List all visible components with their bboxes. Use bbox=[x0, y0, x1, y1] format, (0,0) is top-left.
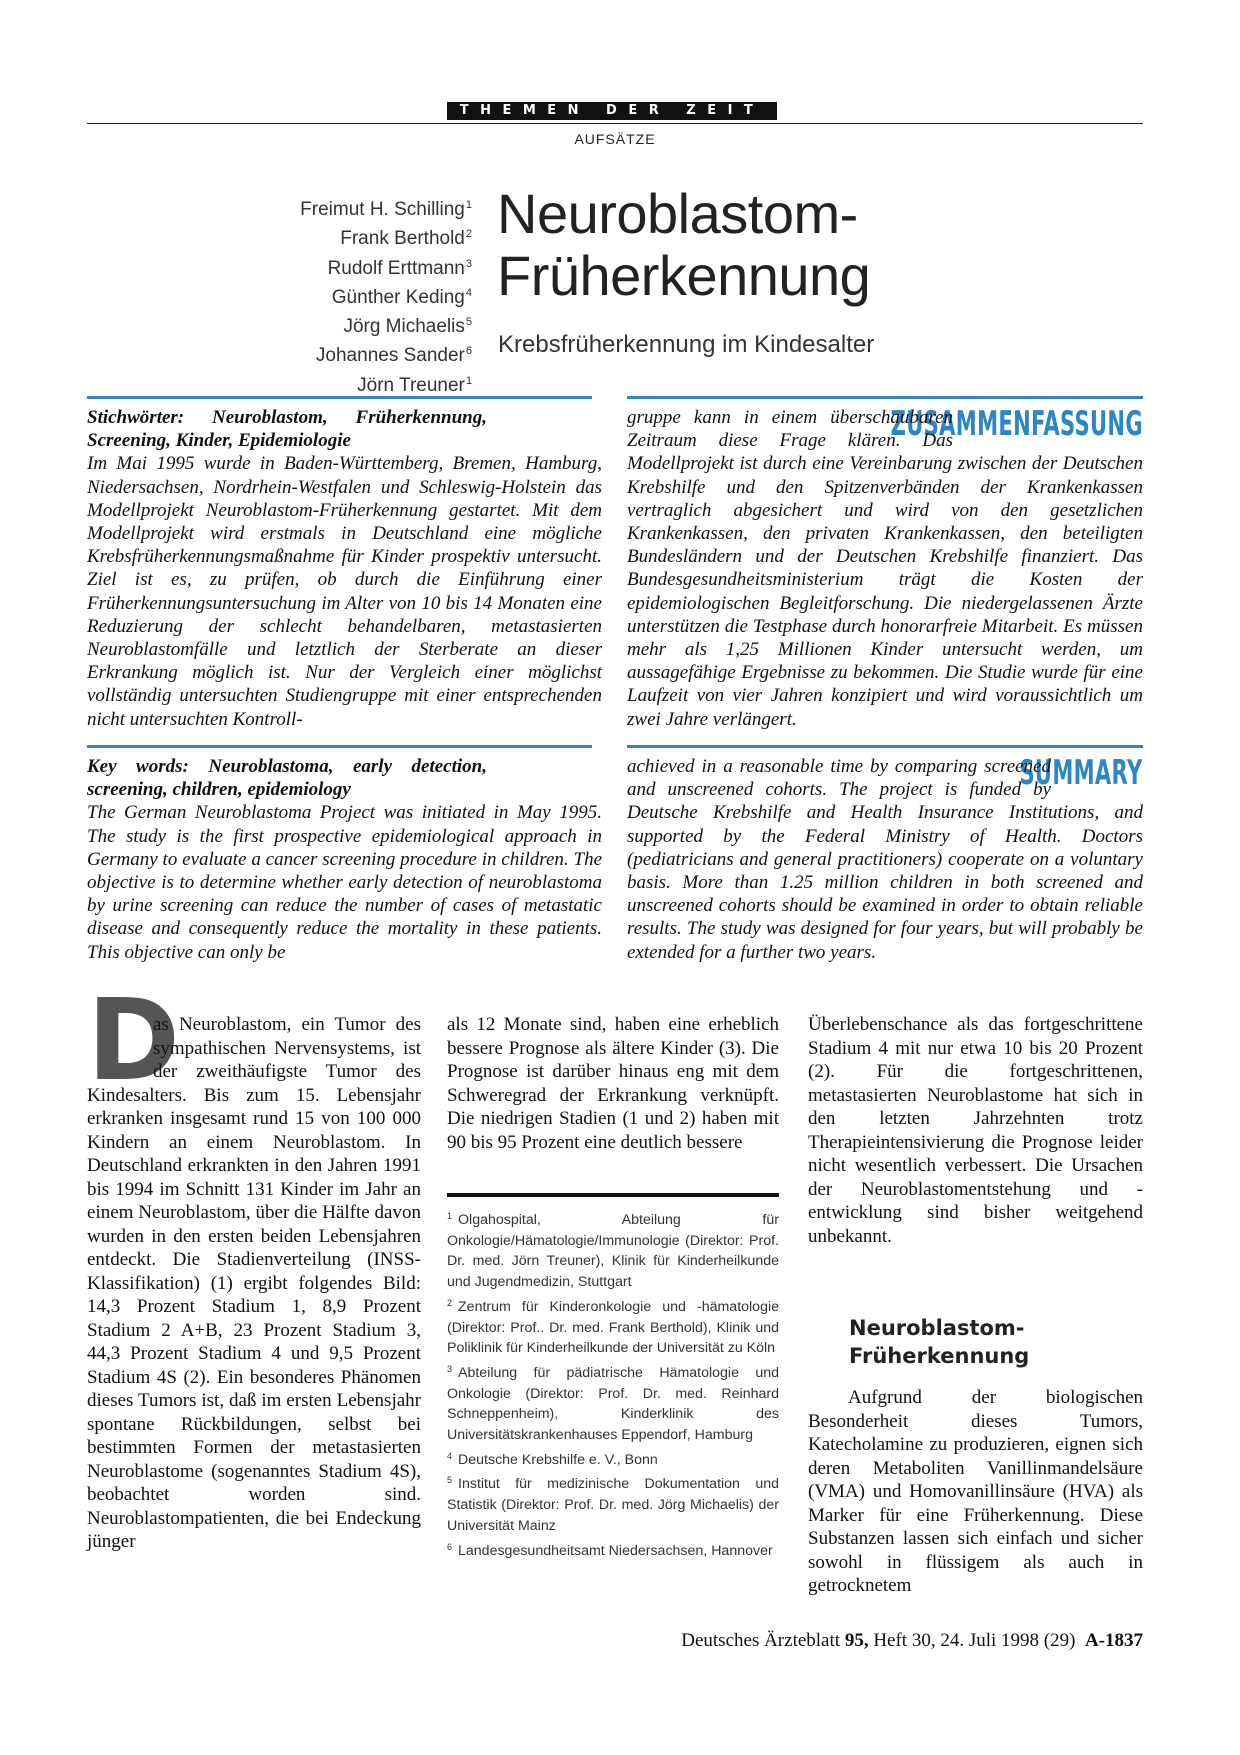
page-number: A-1837 bbox=[1084, 1630, 1143, 1651]
header-rule bbox=[87, 123, 1143, 124]
author-entry: Rudolf Erttmann$^3$ bbox=[327, 257, 472, 279]
keywords-de: Stichwörter: Neuroblastom, Früherkennung, Screening, Kinder, Epidemiologie bbox=[87, 407, 487, 452]
keywords-en: Key words: Neuroblastoma, early detection, screening, children, epidemiology bbox=[87, 756, 487, 801]
page-footer: Deutsches Ärzteblatt 95, Heft 30, 24. Juli 1998 (29) A-1837 bbox=[681, 1630, 1143, 1651]
footnote: $^3$ Abteilung für pädiatrische Hämatologie und Onkologie (Direktor: Prof. Dr. med. Reinhard Schneppenheim), Kinderklinik des Universitätskrankenhauses Eppendorf, Hamburg bbox=[447, 1363, 779, 1444]
footnote-rule bbox=[447, 1193, 779, 1197]
summary-rule bbox=[87, 745, 592, 748]
footnote: $^4$ Deutsche Krebshilfe e. V., Bonn bbox=[447, 1450, 658, 1468]
zusammenfassung-col1: Stichwörter: Neuroblastom, Früherkennung, Screening, Kinder, Epidemiologie Im Mai 1995 wurde in Baden-Württemberg, Bremen, Hamburg, Niedersachsen, Nordrhein-Westfalen und Schleswig-Holstein das Modellprojekt Neuroblastom-Früherkennung gestartet. Mit dem Modellprojekt wird erstmals in Deutschland eine mögliche Krebsfrüherkennungsmaßnahme für Kinder prospektiv untersucht. Ziel ist es, zu prüfen, ob durch die Einführung einer Früherkennungsuntersuchung im Alter von 10 bis 14 Monaten eine Reduzierung der schlecht behandelbaren, metastasierten Neuroblastomfälle und letztlich der Sterberate an dieser Erkrankung möglich ist. Nur der Vergleich einer möglichst vollständig untersuchten Studiengruppe mit einer entsprechenden nicht untersuchten Kontroll- bbox=[87, 407, 602, 730]
rubric-banner: THEMEN DER ZEIT bbox=[447, 102, 777, 120]
article-title: Neuroblastom- Früherkennung bbox=[497, 182, 871, 307]
footnote: $^5$ Institut für medizinische Dokumentation und Statistik (Direktor: Prof. Dr. med. Jörg Michaelis) der Universität Mainz bbox=[447, 1475, 779, 1534]
body-column-2: als 12 Monate sind, haben eine erheblich bessere Prognose als ältere Kinder (3). Die Prognose ist darüber hinaus eng mit dem Schweregrad der Erkrankung verknüpft. Die niedrigen Stadien (1 und 2) haben mit 90 bis 95 Prozent eine deutlich bessere bbox=[447, 1014, 779, 1153]
author-entry: Frank Berthold$^2$ bbox=[340, 228, 472, 250]
zusammenfassung-col2: gruppe kann in einem überschaubaren Zeitraum diese Frage klären. Das Modellprojekt ist durch eine Vereinbarung zwischen der Deutschen Krebshilfe und den Spitzenverbänden der Krankenkassen vertraglich abgesichert und wird von den gesetzlichen Krankenkassen, den privaten Krankenkassen, den beteiligten Bundesländern und der Deutschen Krebshilfe finanziert. Das Bundesgesundheitsministerium trägt die Kosten der epidemiologischen Begleitforschung. Die niedergelassenen Ärzte unterstützen die Testphase durch honorarfreie Mitarbeit. Es müssen mehr als 1,25 Millionen Kinder untersucht werden, um aussagefähige Ergebnisse zu bekommen. Die Studie wurde für eine Laufzeit von vier Jahren konzipiert und wird voraussichtlich um zwei Jahre verlängert. bbox=[627, 407, 1143, 730]
abstract-rule bbox=[87, 396, 592, 399]
author-entry: Freimut H. Schilling$^1$ bbox=[300, 199, 472, 220]
body-column-1: as Neuroblastom, ein Tumor des sympathischen Nervensystems, ist der zweithäufigste Tumor des Kindesalters. Bis zum 15. Lebensjahr erkranken insgesamt rund 15 von 100 000 Kindern an einem Neuroblastom. In Deutschland erkrankten in den Jahren 1991 bis 1994 im Schnitt 131 Kinder im Jahr an einem Neuroblastom, über die Hälfte davon wurden in den ersten beiden Lebensjahren entdeckt. Die Stadienverteilung (INSS-Klassifikation) (1) ergibt folgendes Bild: 14,3 Prozent Stadium 1, 8,9 Prozent Stadium 2 A+B, 23 Prozent Stadium 3, 44,3 Prozent Stadium 4 und 9,5 Prozent Stadium 4S (2). Ein besonderes Phänomen dieses Tumors ist, daß im ersten Lebensjahr spontane Rückbildungen, selbst bei bestimmten Formen der metastasierten Neuroblastome (sogenanntes Stadium 4S), beobachtet worden sind. Neuroblastompatienten, die bei Endeckung jünger bbox=[87, 1014, 421, 1552]
summary-col1: Key words: Neuroblastoma, early detection, screening, children, epidemiology The German Neuroblastoma Project was initiated in May 1995. The study is the first prospective epidemiological approach in Germany to evaluate a cancer screening procedure in children. The objective is to determine whether early detection of neuroblastoma by urine screening can reduce the number of cases of metastatic disease and consequently reduce the mortality in these patients. This objective can only be bbox=[87, 756, 602, 963]
author-entry: Günther Keding$^4$ bbox=[331, 286, 472, 308]
section-subheading: Neuroblastom- Früherkennung bbox=[849, 1316, 1030, 1368]
summary-rule bbox=[627, 745, 1143, 748]
drop-cap: D bbox=[87, 976, 180, 1106]
abstract-rule bbox=[627, 396, 1143, 399]
zusammenfassung-heading: ZUSAMMENFASSUNG bbox=[890, 404, 1143, 444]
author-entry: Jörg Michaelis$^5$ bbox=[343, 316, 472, 338]
body-column-3: Überlebenschance als das fortgeschrittene Stadium 4 mit nur etwa 10 bis 20 Prozent (2). Für die fortgeschrittenen, metastasierten Neuroblastome hat sich in den letzten Jahrzehnten trotz Therapieintensivierung die Prognose leider nicht wesentlich verbessert. Die Ursachen der Neuroblastomentstehung und -entwicklung sind bisher weitgehend unbekannt. bbox=[808, 1014, 1143, 1247]
summary-col2: achieved in a reasonable time by comparing screened and unscreened cohorts. The project is funded by Deutsche Krebshilfe and Health Insurance Institutions, and supported by the Federal Ministry of Health. Doctors (pediatricians and general practitioners) cooperate on a voluntary basis. More than 1.25 million children in both screened and unscreened cohorts should be examined in order to obtain reliable results. The study was designed for four years, but will probably be extended for a further two years. bbox=[627, 756, 1143, 963]
footnote: $^6$ Landesgesundheitsamt Niedersachsen, Hannover bbox=[447, 1541, 773, 1559]
author-list bbox=[240, 193, 472, 398]
footnotes bbox=[447, 1206, 779, 1561]
author-entry: Johannes Sander$^6$ bbox=[315, 345, 472, 367]
footnote: $^2$ Zentrum für Kinderonkologie und -hämatologie (Direktor: Prof.. Dr. med. Frank Berthold), Klinik und Poliklinik für Kinderheilkunde der Universität zu Köln bbox=[447, 1297, 779, 1357]
summary-heading: SUMMARY bbox=[1019, 753, 1143, 793]
body-column-3-paragraph: Aufgrund der biologischen Besonderheit dieses Tumors, Katecholamine zu produzieren, eignen sich deren Metaboliten Vanillinmandelsäure (VMA) und Homovanillinsäure (HVA) als Marker für eine Früherkennung. Diese Substanzen lassen sich einfach und sicher sowohl in flüssigem als auch in getrocknetem bbox=[808, 1387, 1143, 1596]
article-subtitle: Krebsfrüherkennung im Kindesalter bbox=[498, 331, 875, 358]
footnote: $^1$ Olgahospital, Abteilung für Onkologie/Hämatologie/Immunologie (Direktor: Prof. Dr. med. Jörn Treuner), Klinik für Kinderheilkunde und Jugendmedizin, Stuttgart bbox=[447, 1211, 779, 1291]
section-label: AUFSÄTZE bbox=[574, 131, 656, 147]
author-entry: Jörn Treuner$^1$ bbox=[357, 374, 472, 396]
